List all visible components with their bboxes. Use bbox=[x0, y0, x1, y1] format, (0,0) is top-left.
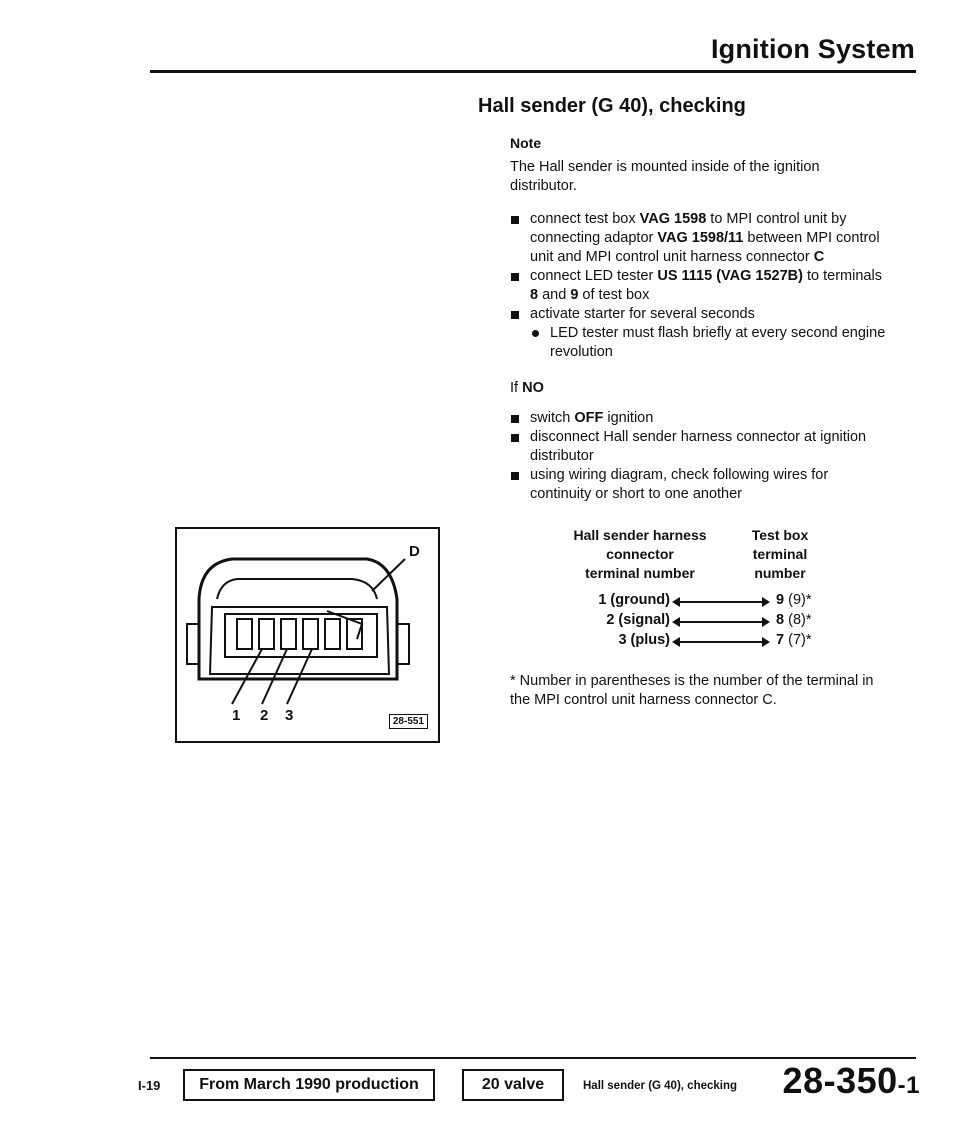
check-steps bbox=[510, 210, 890, 362]
table-row: 2 (signal) 8 (8)* bbox=[606, 612, 812, 628]
if-no-label: If NO bbox=[510, 380, 544, 396]
figure-label-d: D bbox=[409, 543, 420, 560]
double-arrow-icon bbox=[674, 601, 768, 603]
step-connect-led-tester: connect LED tester US 1115 (VAG 1527B) to terminals 8 and 9 of test box bbox=[510, 267, 890, 305]
substep-led-flash: LED tester must flash briefly at every second engine revolution bbox=[510, 324, 890, 362]
step-check-wires: using wiring diagram, check following wires for continuity or short to one another bbox=[510, 466, 890, 504]
section-title: Hall sender (G 40), checking bbox=[478, 95, 746, 117]
figure-code: 28-551 bbox=[389, 714, 428, 729]
footer-divider bbox=[150, 1057, 916, 1059]
figure-label-pin-1: 1 bbox=[232, 707, 241, 724]
note-text: The Hall sender is mounted inside of the ignition distributor. bbox=[510, 159, 820, 194]
page-number: 28-350-1 bbox=[782, 1060, 920, 1101]
connector-figure bbox=[175, 527, 440, 743]
step-connect-test-box: connect test box VAG 1598 to MPI control unit by connecting adaptor VAG 1598/11 between MPI control unit and MPI control unit harness connector C bbox=[510, 210, 890, 267]
double-arrow-icon bbox=[674, 641, 768, 643]
step-disconnect-harness: disconnect Hall sender harness connector at ignition distributor bbox=[510, 428, 890, 466]
step-switch-off: switch OFF ignition bbox=[510, 409, 890, 428]
production-range-box: From March 1990 production bbox=[183, 1069, 435, 1101]
footer-description: Hall sender (G 40), checking bbox=[583, 1080, 738, 1092]
double-arrow-icon bbox=[674, 621, 768, 623]
table-row: 3 (plus) 7 (7)* bbox=[618, 632, 812, 648]
header-divider bbox=[150, 70, 916, 73]
table-header-hall-sender: Hall sender harness connector terminal number bbox=[573, 527, 707, 581]
figure-label-pin-3: 3 bbox=[285, 707, 294, 724]
note-label: Note bbox=[510, 135, 542, 151]
engine-variant-box: 20 valve bbox=[462, 1069, 564, 1101]
table-header-test-box: Test box terminal number bbox=[751, 527, 809, 581]
connector-illustration bbox=[177, 529, 438, 741]
if-no-steps bbox=[510, 409, 890, 504]
step-activate-starter: activate starter for several seconds bbox=[510, 305, 890, 324]
page-header-title: Ignition System bbox=[710, 34, 915, 64]
table-row: 1 (ground) 9 (9)* bbox=[598, 592, 812, 608]
figure-label-pin-2: 2 bbox=[260, 707, 269, 724]
page-marker: I-19 bbox=[138, 1078, 161, 1093]
footnote: * Number in parentheses is the number of the terminal in the MPI control unit harness connector C. bbox=[510, 673, 874, 708]
